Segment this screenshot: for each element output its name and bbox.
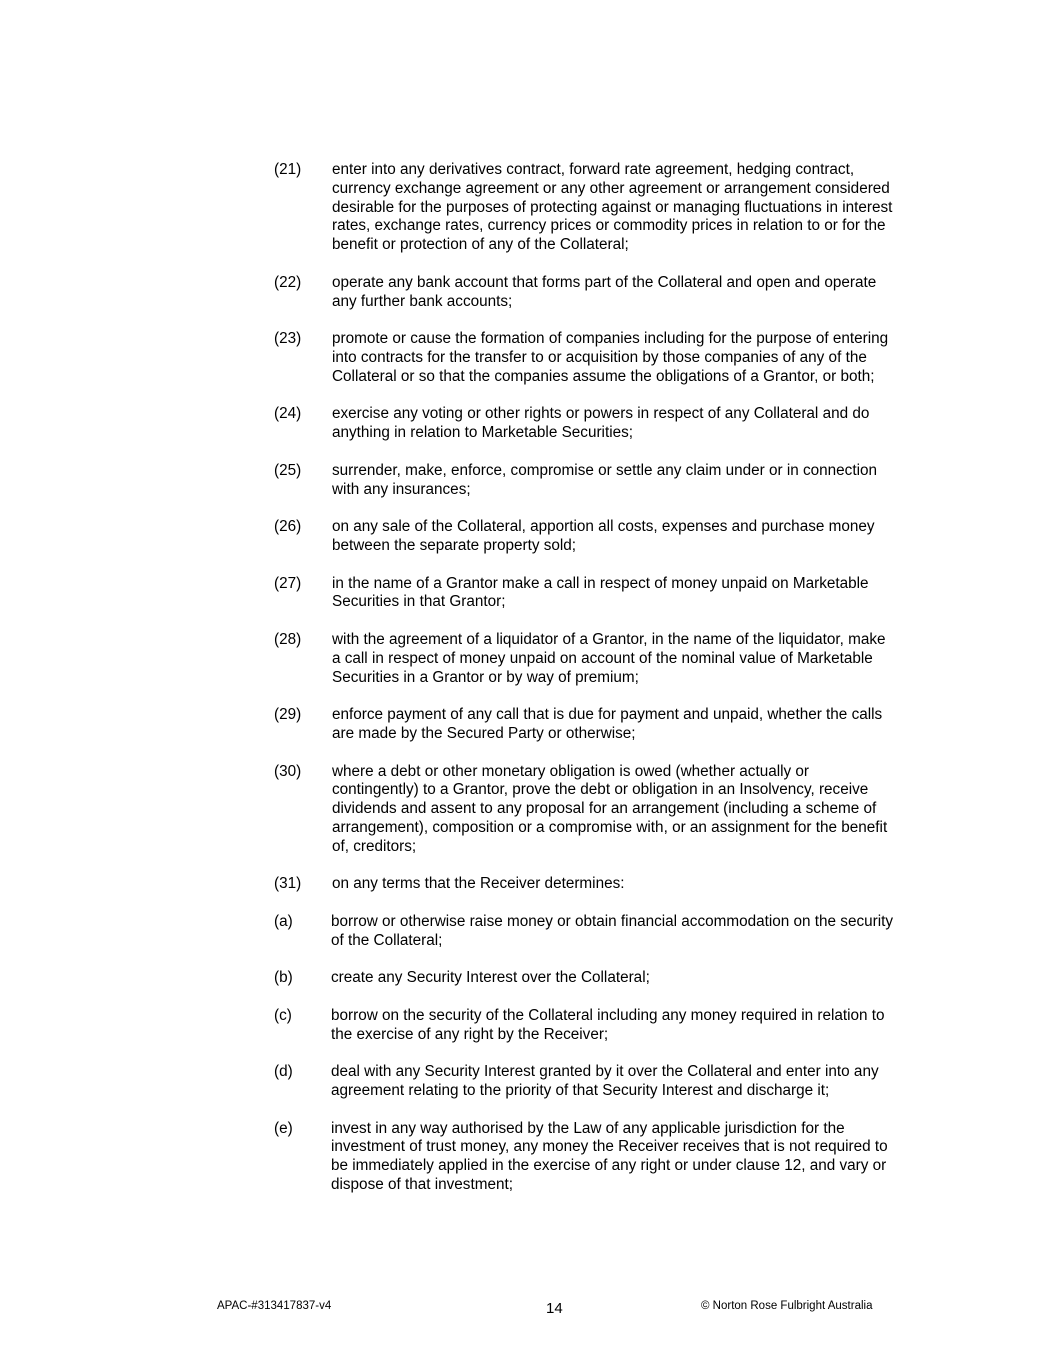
subclause-c (216, 1007, 894, 1045)
clause-number: (23) (274, 330, 302, 348)
clause-text: promote or cause the formation of companies including for the purpose of entering into contracts for the transfer to or acquisition by those companies of any of the Collateral or so that the companies assume the obligations of a Grantor, or both; (332, 330, 889, 385)
clause-number: (31) (274, 875, 302, 893)
clause-text: on any terms that the Receiver determines: (332, 875, 625, 893)
clause-text: where a debt or other monetary obligation is owed (whether actually or contingently) to a Grantor, prove the debt or obligation in an Insolvency, receive dividends and assent to any proposal for an arrangement (including a scheme of arrangement), composition or a compromise with, or an assignment for the benefit of, creditors; (332, 762, 888, 855)
clause-26 (274, 518, 894, 556)
clause-29 (274, 706, 894, 744)
subclause-text: borrow on the security of the Collateral including any money required in relation to the exercise of any right by the Receiver; (331, 1006, 885, 1043)
clause-25 (274, 462, 894, 500)
subclause-text: borrow or otherwise raise money or obtain financial accommodation on the security of the Collateral; (331, 912, 894, 949)
clause-number: (25) (274, 461, 302, 479)
clause-27 (274, 575, 894, 613)
clause-number: (27) (274, 574, 302, 592)
clause-text: in the name of a Grantor make a call in respect of money unpaid on Marketable Securities in that Grantor; (332, 574, 869, 611)
clause-number: (22) (274, 273, 302, 291)
clause-22 (274, 274, 894, 312)
clause-30 (274, 763, 894, 857)
subclause-number: (d) (274, 1063, 293, 1081)
subclause-text: invest in any way authorised by the Law of any applicable jurisdiction for the investment of trust money, any money the Receiver receives that is not required to be immediately applied in the exercise of any right or under clause 12, and vary or dispose of that investment; (331, 1119, 888, 1194)
clause-28 (274, 631, 894, 687)
subclause-number: (b) (274, 969, 293, 987)
clause-text: surrender, make, enforce, compromise or settle any claim under or in connection with any insurances; (332, 461, 877, 498)
clause-number: (30) (274, 762, 302, 780)
clause-number: (24) (274, 405, 302, 423)
clause-text: exercise any voting or other rights or powers in respect of any Collateral and do anything in relation to Marketable Securities; (332, 405, 870, 442)
subclause-b (216, 969, 894, 988)
subclause-e (216, 1120, 894, 1195)
clause-31 (274, 875, 894, 894)
subclause-text: deal with any Security Interest granted by it over the Collateral and enter into any agreement relating to the priority of that Security Interest and discharge it; (331, 1063, 879, 1100)
clause-text: enforce payment of any call that is due for payment and unpaid, whether the calls are made by the Secured Party or otherwise; (332, 706, 883, 742)
subclause-a (216, 913, 894, 951)
clause-number: (29) (274, 706, 302, 724)
clause-text: enter into any derivatives contract, forward rate agreement, hedging contract, currency exchange agreement or any other agreement or arrangement considered desirable for the purposes of protecting against or managing fluctuations in interest rates, exchange rates, currency prices or commodity prices in relation to or for the benefit or protection of any of the Collateral; (332, 161, 893, 254)
footer-doc-id: APAC-#313417837-v4 (217, 1300, 332, 1312)
clause-number: (26) (274, 518, 302, 536)
clause-text: operate any bank account that forms part of the Collateral and open and operate any further bank accounts; (332, 273, 877, 310)
subclause-d (216, 1063, 894, 1101)
clause-24 (274, 405, 894, 443)
document-body (274, 161, 894, 1214)
subclause-number: (e) (274, 1119, 293, 1137)
footer-copyright: © Norton Rose Fulbright Australia (701, 1300, 873, 1312)
subclause-text: create any Security Interest over the Collateral; (331, 969, 650, 987)
clause-21 (274, 161, 894, 255)
clause-number: (21) (274, 161, 302, 178)
footer-page-number: 14 (546, 1300, 563, 1317)
subclause-number: (c) (274, 1006, 292, 1024)
subclause-number: (a) (274, 912, 293, 930)
clause-text: with the agreement of a liquidator of a Grantor, in the name of the liquidator, make a call in respect of money unpaid on account of the nominal value of Marketable Securities in a Grantor or by way of premium; (332, 630, 886, 686)
clause-number: (28) (274, 630, 302, 648)
clause-23 (274, 330, 894, 386)
clause-text: on any sale of the Collateral, apportion all costs, expenses and purchase money between the separate property sold; (332, 518, 875, 554)
